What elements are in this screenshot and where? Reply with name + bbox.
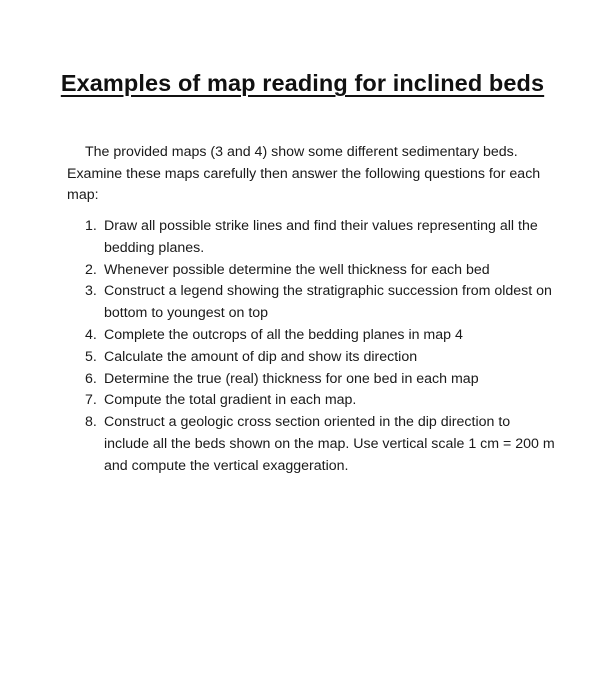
list-item-text: Draw all possible strike lines and find their values representing all the bedding planes. xyxy=(104,218,538,256)
list-item xyxy=(85,216,555,260)
list-item-number: 6. xyxy=(85,370,97,387)
list-item xyxy=(85,260,555,282)
list-item xyxy=(85,390,555,412)
list-item-number: 7. xyxy=(85,392,97,409)
list-item xyxy=(85,412,555,477)
list-item-number: 8. xyxy=(85,414,97,431)
intro-paragraph: The provided maps (3 and 4) show some different sedimentary beds. Examine these maps carefully then answer the following questions for each map: xyxy=(67,144,541,203)
list-item-number: 1. xyxy=(85,218,97,234)
list-item-text: Construct a geologic cross section oriented in the dip direction to include all the beds shown on the map. Use vertical scale 1 cm = 200 m and compute the vertical exaggeration. xyxy=(104,414,555,474)
list-item-text: Compute the total gradient in each map. xyxy=(104,392,357,409)
list-item-text: Complete the outcrops of all the bedding planes in map 4 xyxy=(104,326,463,343)
list-item-text: Calculate the amount of dip and show its direction xyxy=(104,348,418,365)
list-item xyxy=(85,281,555,325)
list-item-number: 4. xyxy=(85,326,97,343)
list-item xyxy=(85,325,555,347)
question-list xyxy=(85,216,555,478)
list-item-number: 5. xyxy=(85,348,97,365)
list-item-text: Whenever possible determine the well thickness for each bed xyxy=(104,261,490,278)
list-item-text: Determine the true (real) thickness for one bed in each map xyxy=(104,370,479,387)
list-item-number: 2. xyxy=(85,261,97,278)
list-item xyxy=(85,347,555,369)
page-title: Examples of map reading for inclined beds xyxy=(60,70,545,96)
list-item-text: Construct a legend showing the stratigraphic succession from oldest on bottom to youngest on top xyxy=(104,283,552,322)
list-item-number: 3. xyxy=(85,283,97,300)
list-item xyxy=(85,369,555,391)
